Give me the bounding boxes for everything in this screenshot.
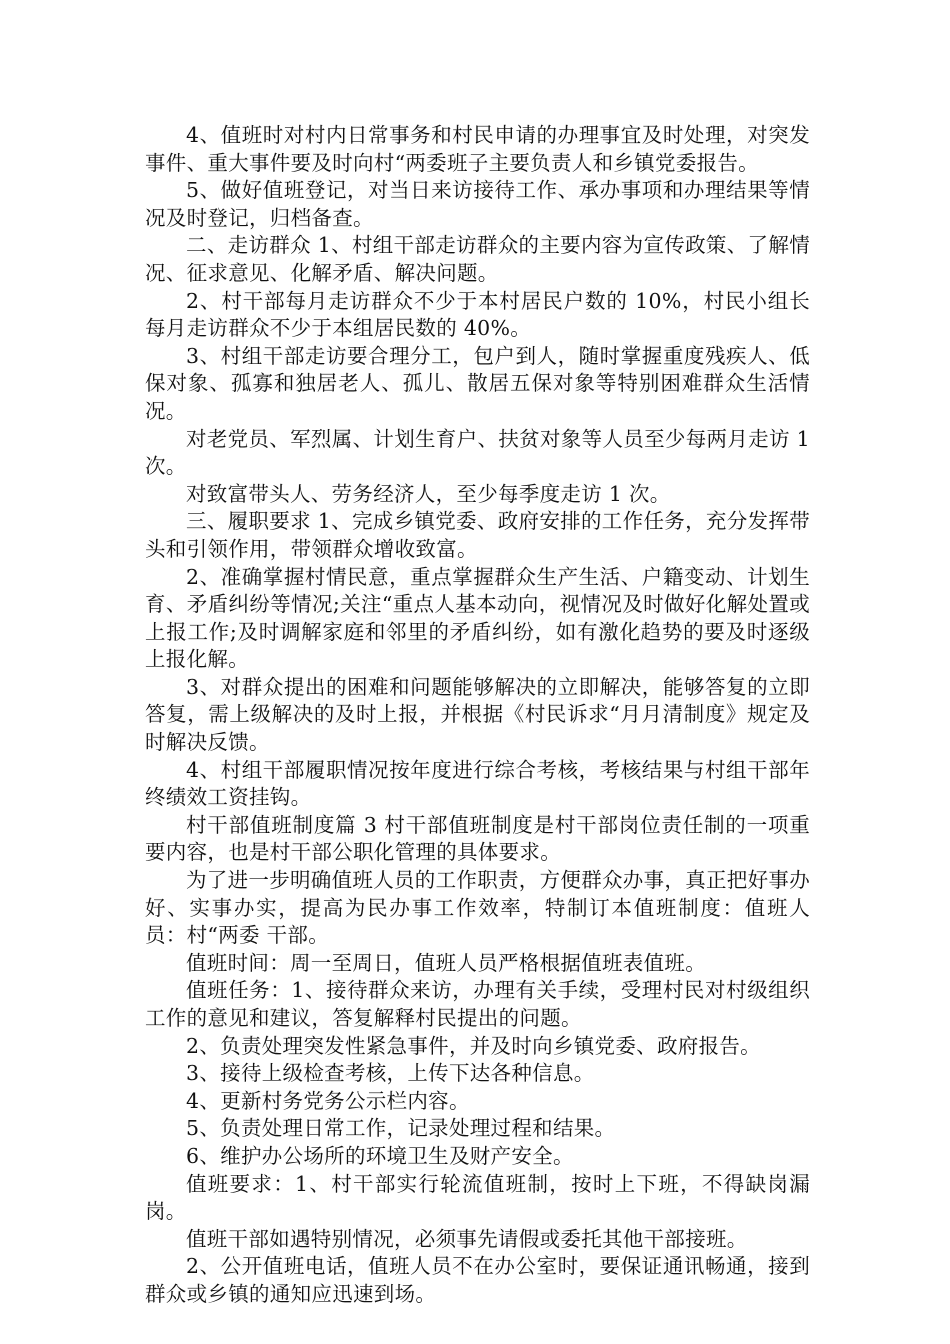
paragraph: 值班任务：1、接待群众来访，办理有关手续，受理村民对村级组织工作的意见和建议，答复解释村民提出的问题。 <box>145 978 810 1030</box>
paragraph: 值班时间：周一至周日，值班人员严格根据值班表值班。 <box>186 950 706 975</box>
paragraph: 对致富带头人、劳务经济人，至少每季度走访 1 次。 <box>186 481 671 506</box>
paragraph: 为了进一步明确值班人员的工作职责，方便群众办事，真正把好事办好、实事办实，提高为民办事工作效率，特制订本值班制度：值班人员：村“两委 干部。 <box>145 868 810 948</box>
paragraph: 2、准确掌握村情民意，重点掌握群众生产生活、户籍变动、计划生育、矛盾纠纷等情况;关注“重点人基本动向，视情况及时做好化解处置或上报工作;及时调解家庭和邻里的矛盾纠纷，如有激化趋势的要及时逐级上报化解。 <box>145 564 810 672</box>
paragraph: 4、值班时对村内日常事务和村民申请的办理事宜及时处理，对突发事件、重大事件要及时向村“两委班子主要负责人和乡镇党委报告。 <box>145 123 810 175</box>
paragraph: 对老党员、军烈属、计划生育户、扶贫对象等人员至少每两月走访 1 次。 <box>145 426 810 479</box>
paragraph: 二、走访群众 1、村组干部走访群众的主要内容为宣传政策、了解情况、征求意见、化解矛盾、解决问题。 <box>145 233 810 285</box>
paragraph: 4、更新村务党务公示栏内容。 <box>186 1088 470 1113</box>
paragraph: 2、村干部每月走访群众不少于本村居民户数的 10%，村民小组长每月走访群众不少于本组居民数的 40%。 <box>145 288 810 341</box>
paragraph: 3、村组干部走访要合理分工，包户到人，随时掌握重度残疾人、低保对象、孤寡和独居老人、孤儿、散居五保对象等特别困难群众生活情况。 <box>145 343 810 423</box>
paragraph: 值班干部如遇特别情况，必须事先请假或委托其他干部接班。 <box>186 1226 748 1251</box>
paragraph: 5、做好值班登记，对当日来访接待工作、承办事项和办理结果等情况及时登记，归档备查。 <box>145 178 810 230</box>
paragraph: 4、村组干部履职情况按年度进行综合考核，考核结果与村组干部年终绩效工资挂钩。 <box>145 757 810 810</box>
paragraph: 2、负责处理突发性紧急事件，并及时向乡镇党委、政府报告。 <box>186 1033 761 1058</box>
paragraph: 6、维护办公场所的环境卫生及财产安全。 <box>186 1143 574 1168</box>
paragraph: 三、履职要求 1、完成乡镇党委、政府安排的工作任务，充分发挥带头和引领作用，带领群众增收致富。 <box>145 509 810 561</box>
document-body <box>145 122 810 1309</box>
paragraph: 2、公开值班电话，值班人员不在办公室时，要保证通讯畅通，接到群众或乡镇的通知应迅速到场。 <box>145 1254 810 1306</box>
paragraph: 3、对群众提出的困难和问题能够解决的立即解决，能够答复的立即答复，需上级解决的及时上报，并根据《村民诉求“月月清制度》规定及时解决反馈。 <box>145 674 810 755</box>
paragraph: 3、接待上级检查考核，上传下达各种信息。 <box>186 1061 595 1086</box>
paragraph: 值班要求：1、村干部实行轮流值班制，按时上下班，不得缺岗漏岗。 <box>145 1171 810 1224</box>
paragraph: 村干部值班制度篇 3 村干部值班制度是村干部岗位责任制的一项重要内容，也是村干部公职化管理的具体要求。 <box>145 812 810 865</box>
paragraph: 5、负责处理日常工作，记录处理过程和结果。 <box>186 1116 616 1141</box>
